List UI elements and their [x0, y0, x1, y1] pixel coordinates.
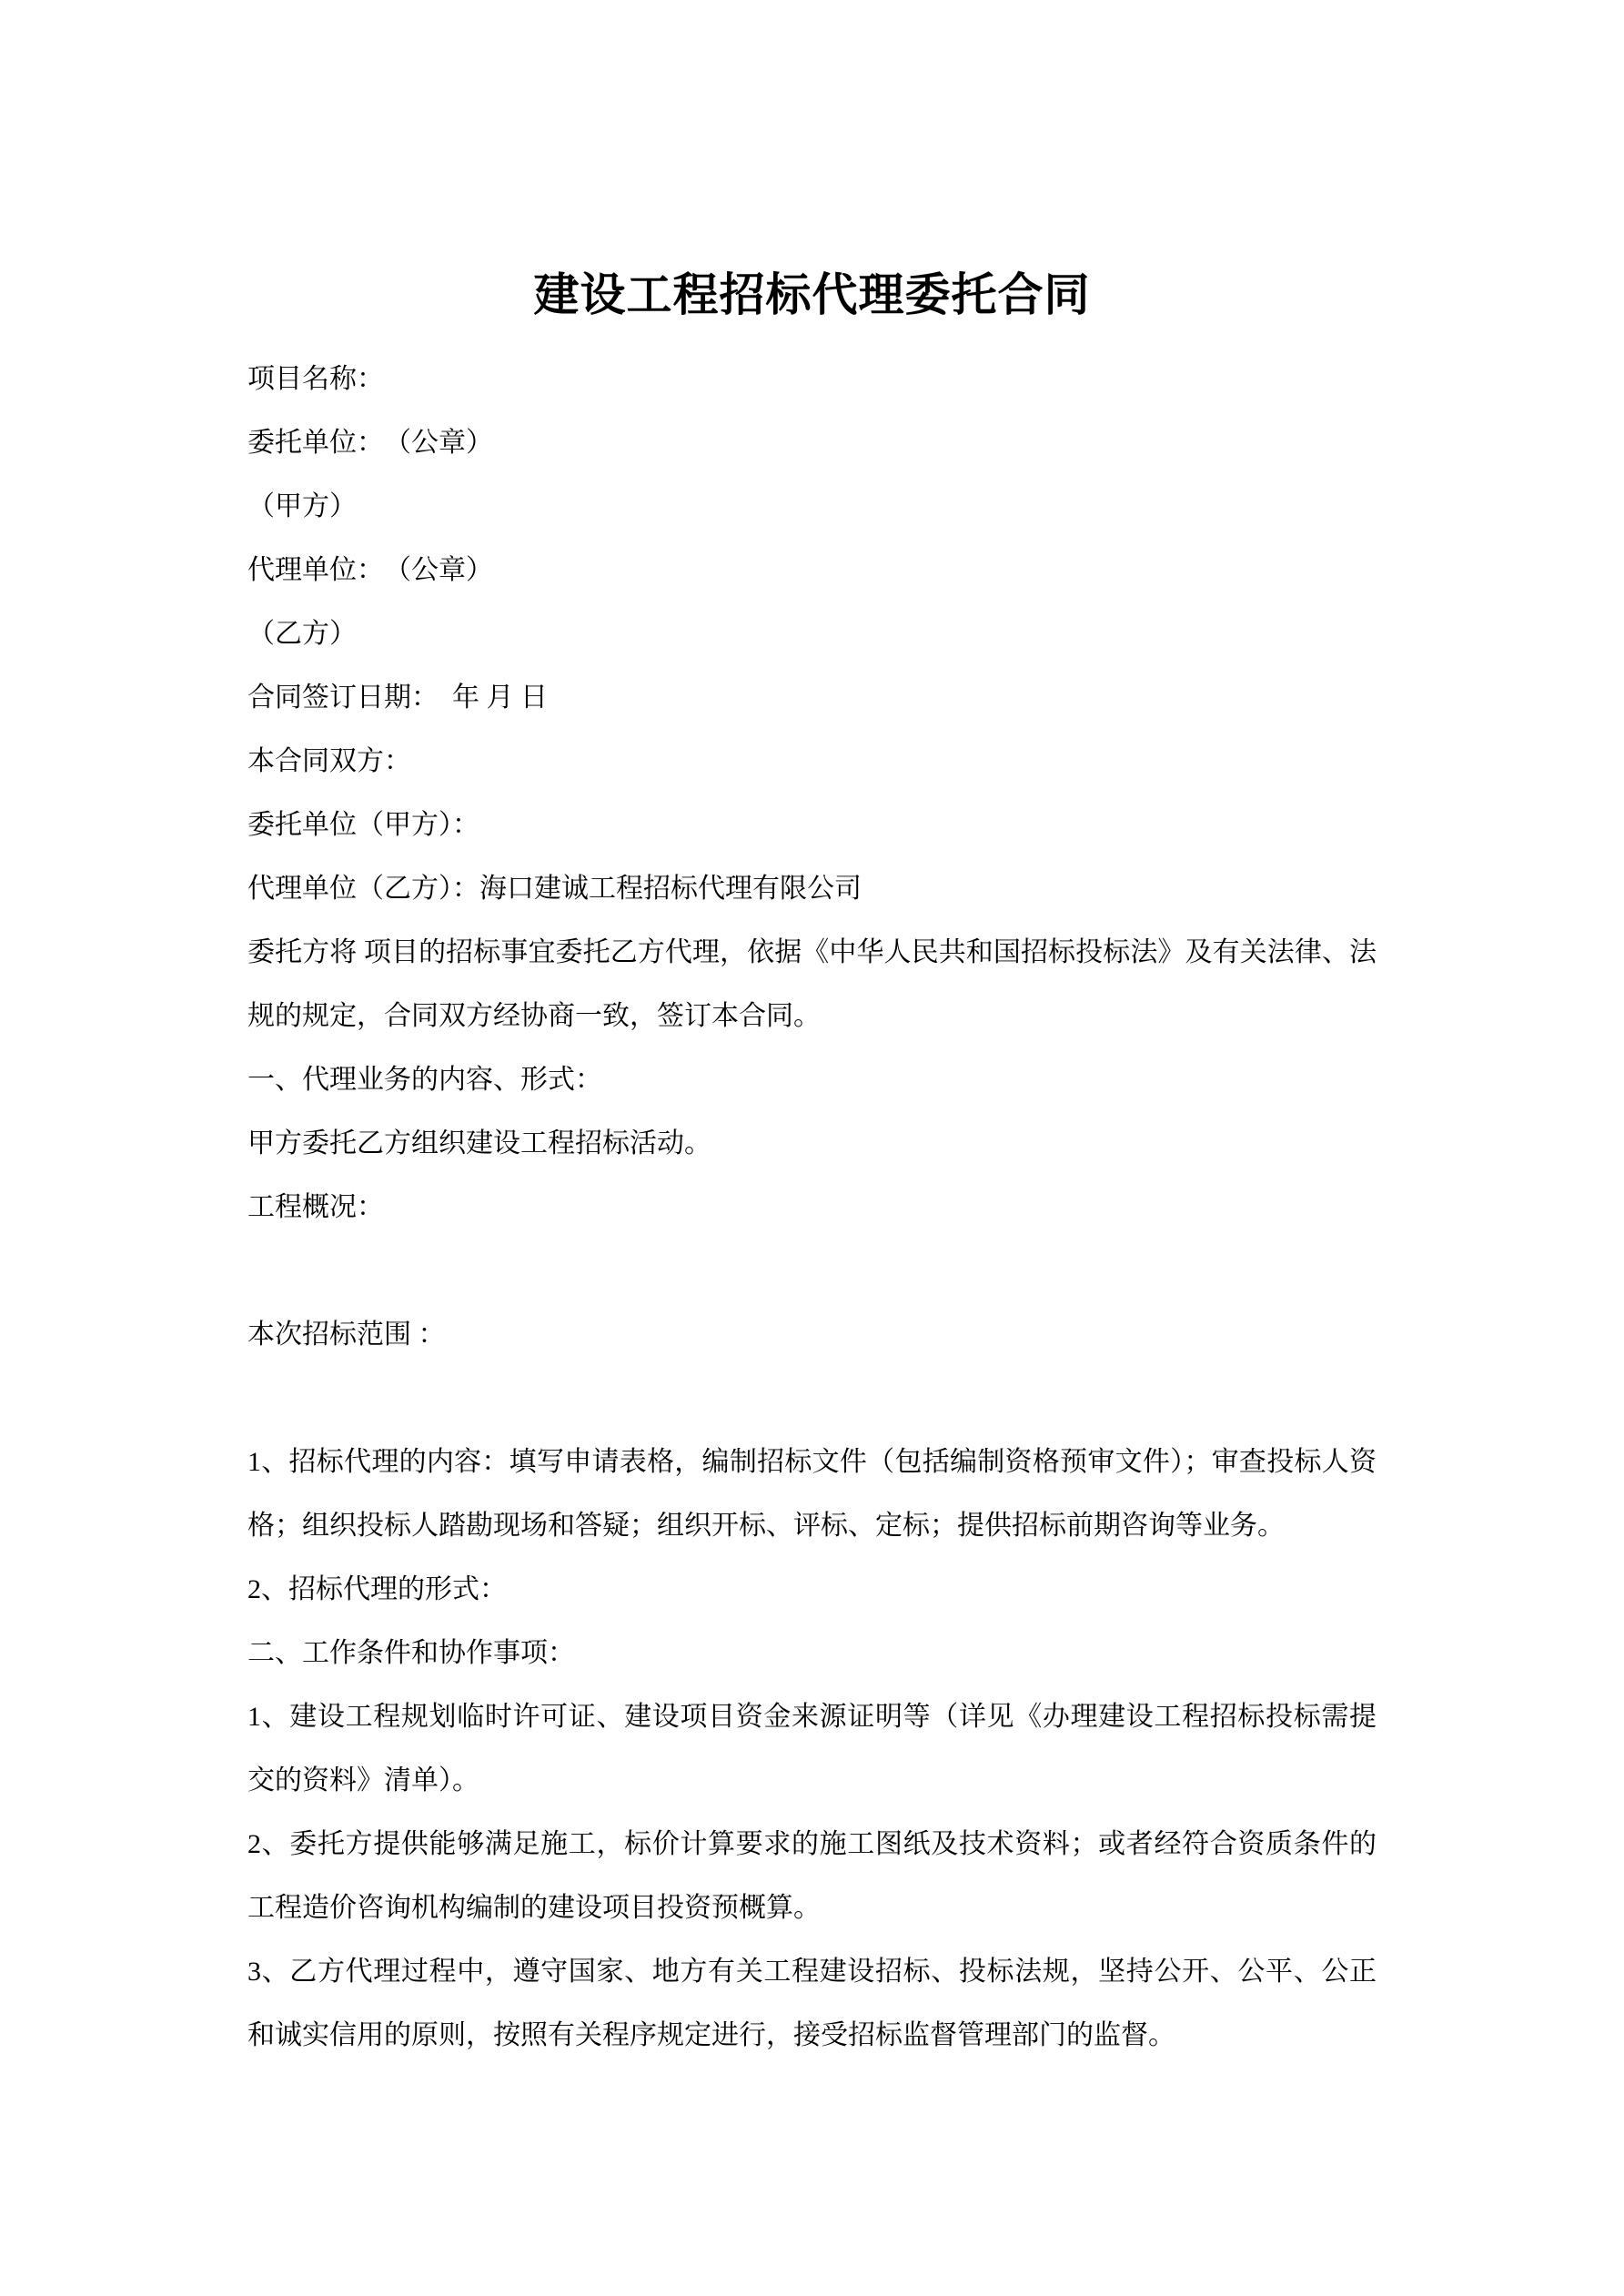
paragraph-bid-scope: 本次招标范围 ： [247, 1320, 446, 1350]
document-body [247, 348, 1377, 2068]
paragraph-party-b: （乙方） [247, 619, 357, 649]
paragraph-agency-content: 1、招标代理的内容：填写申请表格，编制招标文件（包括编制资格预审文件）；审查投标人资格；组织投标人踏勘现场和答疑；组织开标、评标、定标；提供招标前期咨询等业务。 [247, 1447, 1377, 1541]
paragraph-section-1-heading: 一、代理业务的内容、形式： [247, 1065, 602, 1095]
paragraph-party-a: （甲方） [247, 491, 357, 521]
paragraph-project-name: 项目名称： [247, 364, 384, 394]
paragraph-client-party-a: 委托单位（甲方）： [247, 810, 479, 840]
paragraph-condition-3: 3、乙方代理过程中，遵守国家、地方有关工程建设招标、投标法规，坚持公开、公平、公正和诚实信用的原则，按照有关程序规定进行，接受招标监督管理部门的监督。 [247, 1957, 1377, 2050]
paragraph-condition-1: 1、建设工程规划临时许可证、建设项目资金来源证明等（详见《办理建设工程招标投标需提交的资料》清单）。 [247, 1702, 1377, 1795]
paragraph-client-unit: 委托单位： （公章） [247, 428, 493, 458]
document-title: 建设工程招标代理委托合同 [533, 269, 1091, 320]
blank-line [247, 1367, 1377, 1431]
paragraph-project-overview: 工程概况： [247, 1192, 384, 1222]
paragraph-agency-form: 2、招标代理的形式： [247, 1574, 507, 1604]
paragraph-both-parties: 本合同双方： [247, 746, 411, 776]
paragraph-preamble: 委托方将 项目的招标事宜委托乙方代理，依据《中华人民共和国招标投标法》及有关法律、法规的规定，合同双方经协商一致，签订本合同。 [247, 937, 1377, 1031]
paragraph-sign-date: 合同签订日期： 年 月 日 [247, 683, 548, 713]
blank-line [247, 1239, 1377, 1303]
paragraph-condition-2: 2、委托方提供能够满足施工，标价计算要求的施工图纸及技术资料；或者经符合资质条件的工程造价咨询机构编制的建设项目投资预概算。 [247, 1829, 1377, 1923]
paragraph-section-2-heading: 二、工作条件和协作事项： [247, 1638, 575, 1668]
paragraph-entrust-statement: 甲方委托乙方组织建设工程招标活动。 [247, 1128, 711, 1158]
paragraph-agent-party-b: 代理单位（乙方）：海口建诚工程招标代理有限公司 [247, 874, 862, 904]
paragraph-agent-unit: 代理单位： （公章） [247, 555, 493, 585]
